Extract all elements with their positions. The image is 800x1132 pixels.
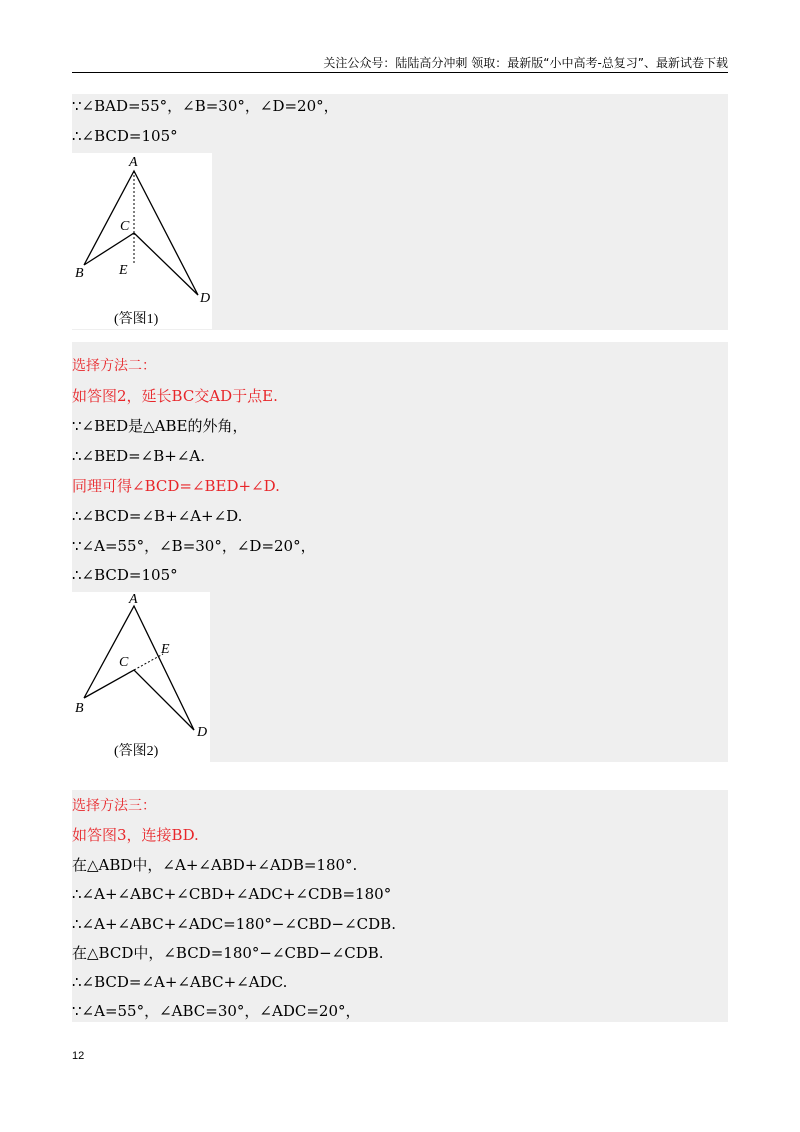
line-7: 同理可得∠BCD=∠BED+∠D. bbox=[72, 477, 280, 495]
line-2: ∴∠BCD=105° bbox=[72, 127, 178, 145]
line-9: ∵∠A=55°，∠B=30°，∠D=20°， bbox=[72, 537, 316, 555]
header-rule bbox=[72, 72, 728, 73]
line-13: 在△ABD中，∠A+∠ABD+∠ADB=180°. bbox=[72, 856, 358, 874]
fig1-caption: (答图1) bbox=[114, 312, 159, 327]
fig2-label-c: C bbox=[119, 655, 129, 670]
line-17: ∴∠BCD=∠A+∠ABC+∠ADC. bbox=[72, 973, 288, 991]
fig1-label-e: E bbox=[119, 263, 128, 278]
fig2-label-d: D bbox=[197, 725, 208, 740]
line-4: 如答图2，延长BC交AD于点E. bbox=[72, 387, 278, 405]
fig2-label-a: A bbox=[129, 592, 138, 607]
fig1-label-a: A bbox=[129, 155, 138, 170]
line-12: 如答图3，连接BD. bbox=[72, 826, 199, 844]
page-header: 关注公众号：陆陆高分冲刺 领取：最新版“小中高考-总复习”、最新试卷下载 bbox=[323, 56, 728, 70]
line-18: ∵∠A=55°，∠ABC=30°，∠ADC=20°， bbox=[72, 1002, 361, 1020]
line-6: ∴∠BED=∠B+∠A. bbox=[72, 447, 206, 465]
figure-1 bbox=[72, 153, 212, 329]
figure-2 bbox=[72, 592, 210, 762]
line-10: ∴∠BCD=105° bbox=[72, 566, 178, 584]
fig2-label-b: B bbox=[75, 701, 84, 716]
fig1-label-d: D bbox=[200, 291, 211, 306]
fig2-caption: (答图2) bbox=[114, 744, 159, 759]
line-11: 选择方法三： bbox=[72, 798, 156, 814]
line-5: ∵∠BED是△ABE的外角， bbox=[72, 417, 248, 435]
line-14: ∴∠A+∠ABC+∠CBD+∠ADC+∠CDB=180° bbox=[72, 885, 392, 903]
page-number: 12 bbox=[72, 1050, 85, 1062]
fig1-label-b: B bbox=[75, 266, 84, 281]
fig2-label-e: E bbox=[161, 642, 170, 657]
fig1-label-c: C bbox=[120, 219, 130, 234]
line-8: ∴∠BCD=∠B+∠A+∠D. bbox=[72, 507, 243, 525]
line-1: ∵∠BAD=55°，∠B=30°，∠D=20°， bbox=[72, 97, 339, 115]
line-15: ∴∠A+∠ABC+∠ADC=180°−∠CBD−∠CDB. bbox=[72, 915, 396, 933]
line-16: 在△BCD中，∠BCD=180°−∠CBD−∠CDB. bbox=[72, 944, 384, 962]
line-3: 选择方法二： bbox=[72, 358, 156, 374]
